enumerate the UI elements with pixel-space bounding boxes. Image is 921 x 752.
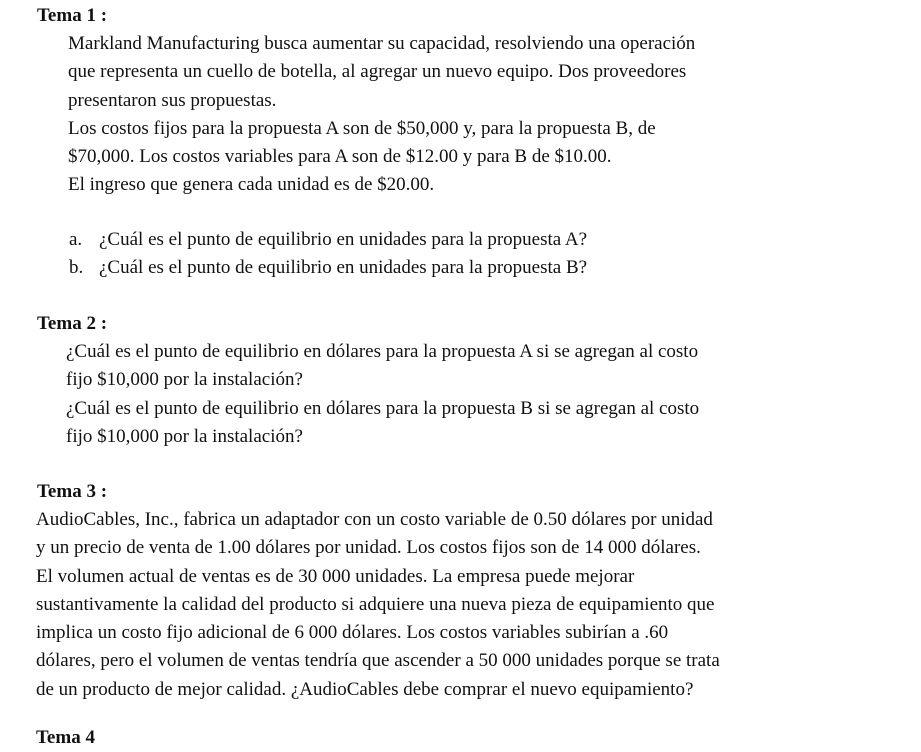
paragraph-line: ¿Cuál es el punto de equilibrio en dólares para la propuesta B si se agregan al costo: [66, 397, 700, 419]
tema-2-heading: Tema 2 :: [37, 313, 108, 334]
paragraph-line: sustantivamente la calidad del producto si adquiere una nueva pieza de equipamiento que: [36, 593, 715, 615]
paragraph-line: que representa un cuello de botella, al agregar un nuevo equipo. Dos proveedores: [68, 61, 687, 83]
tema-4-heading: Tema 4: [36, 727, 95, 748]
tema-3-paragraph: [36, 506, 720, 704]
paragraph-line: ¿Cuál es el punto de equilibrio en dólares para la propuesta A si se agregan al costo: [66, 341, 699, 362]
list-marker: b.: [69, 257, 84, 278]
paragraph-line: implica un costo fijo adicional de 6 000 dólares. Los costos variables subirían a .60: [36, 622, 669, 644]
paragraph-line: fijo $10,000 por la instalación?: [66, 425, 303, 447]
paragraph-line: $70,000. Los costos variables para A son de $12.00 y para B de $10.00.: [68, 146, 612, 168]
paragraph-line: Markland Manufacturing busca aumentar su capacidad, resolviendo una operación: [68, 33, 696, 54]
paragraph-line: El volumen actual de ventas es de 30 000 unidades. La empresa puede mejorar: [36, 565, 635, 587]
paragraph-line: AudioCables, Inc., fabrica un adaptador con un costo variable de 0.50 dólares por unidad: [36, 509, 713, 530]
paragraph-line: presentaron sus propuestas.: [68, 89, 277, 111]
list-marker: a.: [69, 229, 83, 250]
question-text: ¿Cuál es el punto de equilibrio en unidades para la propuesta B?: [99, 257, 588, 278]
tema-1-question-list: [69, 226, 587, 282]
tema-1-heading: Tema 1 :: [37, 5, 108, 26]
question-a: [69, 226, 587, 254]
paragraph-line: fijo $10,000 por la instalación?: [66, 369, 303, 391]
paragraph-line: de un producto de mejor calidad. ¿AudioCables debe comprar el nuevo equipamiento?: [36, 678, 694, 700]
paragraph-line: dólares, pero el volumen de ventas tendría que ascender a 50 000 unidades porque se trata: [36, 650, 720, 672]
paragraph-line: y un precio de venta de 1.00 dólares por unidad. Los costos fijos son de 14 000 dólares.: [36, 537, 701, 559]
question-b: [69, 254, 587, 282]
paragraph-line: El ingreso que genera cada unidad es de $20.00.: [68, 174, 435, 196]
tema-2-paragraph: [66, 338, 699, 451]
question-text: ¿Cuál es el punto de equilibrio en unidades para la propuesta A?: [99, 229, 588, 250]
tema-1-paragraph: [68, 30, 695, 200]
tema-3-heading: Tema 3 :: [37, 481, 108, 502]
paragraph-line: Los costos fijos para la propuesta A son de $50,000 y, para la propuesta B, de: [68, 117, 656, 139]
